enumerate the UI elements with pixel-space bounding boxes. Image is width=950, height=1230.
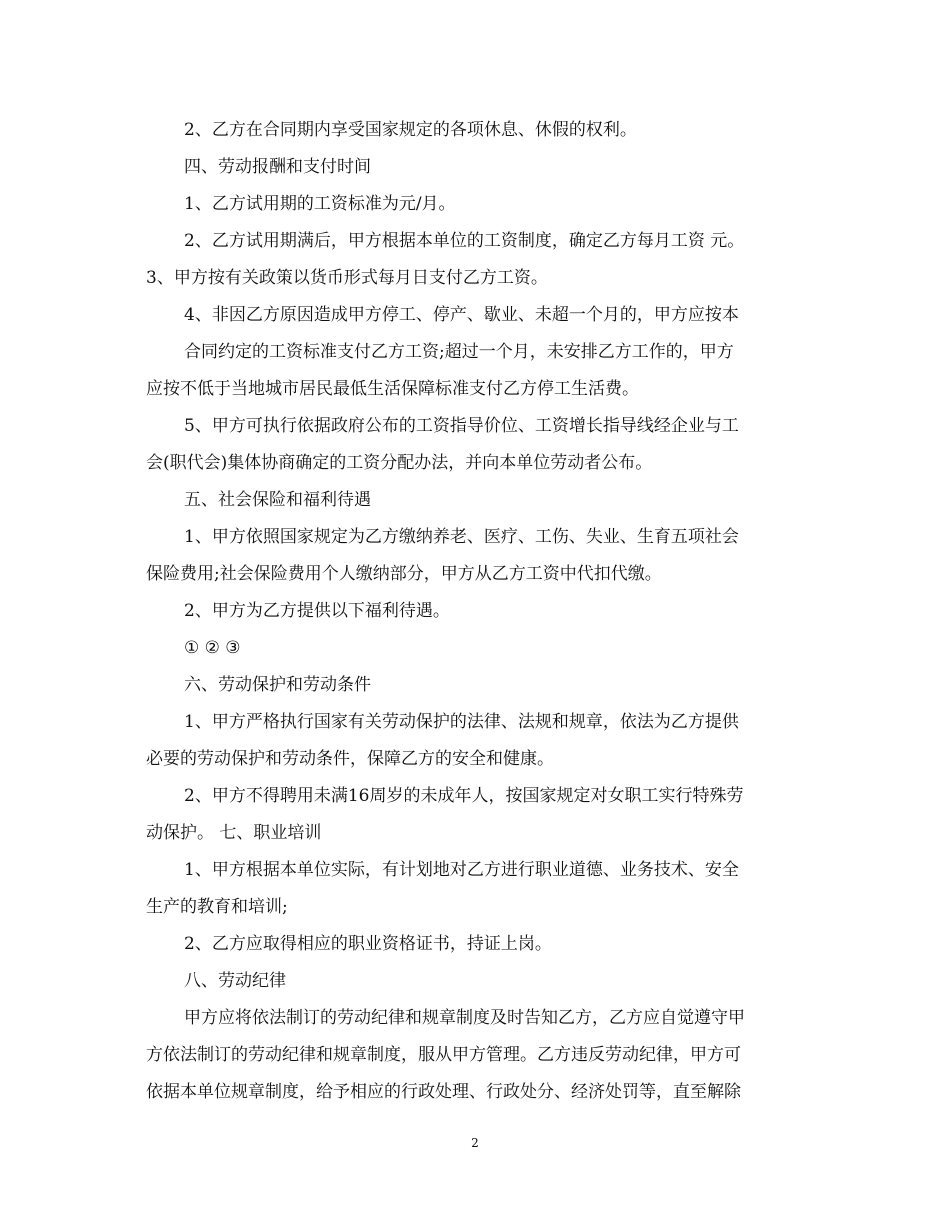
section-heading: 四、劳动报酬和支付时间 xyxy=(184,157,371,177)
text-line: 1、甲方依照国家规定为乙方缴纳养老、医疗、工伤、失业、生育五项社会 xyxy=(184,527,739,547)
text-line: 必要的劳动保护和劳动条件，保障乙方的安全和健康。 xyxy=(146,749,554,769)
text-line: 动保护。 七、职业培训 xyxy=(146,823,322,843)
text-line: 2、乙方应取得相应的职业资格证书，持证上岗。 xyxy=(184,934,552,954)
section-heading: 五、社会保险和福利待遇 xyxy=(184,490,371,510)
text-line: 方依法制订的劳动纪律和规章制度，服从甲方管理。乙方违反劳动纪律，甲方可 xyxy=(146,1045,741,1065)
text-line: 2、甲方不得聘用未满16周岁的未成年人，按国家规定对女职工实行特殊劳 xyxy=(184,786,744,806)
section-heading: 八、劳动纪律 xyxy=(184,971,286,991)
text-line: ① ② ③ xyxy=(184,638,241,658)
text-line: 5、甲方可执行依据政府公布的工资指导价位、工资增长指导线经企业与工 xyxy=(184,416,739,436)
text-line: 合同约定的工资标准支付乙方工资;超过一个月，未安排乙方工作的，甲方 xyxy=(184,342,734,362)
text-line: 3、甲方按有关政策以货币形式每月日支付乙方工资。 xyxy=(146,268,548,288)
text-line: 4、非因乙方原因造成甲方停工、停产、歇业、未超一个月的，甲方应按本 xyxy=(184,305,739,325)
text-line: 保险费用;社会保险费用个人缴纳部分，甲方从乙方工资中代扣代缴。 xyxy=(146,564,662,584)
text-line: 2、甲方为乙方提供以下福利待遇。 xyxy=(184,601,450,621)
text-line: 2、乙方在合同期内享受国家规定的各项休息、休假的权利。 xyxy=(184,120,637,140)
text-line: 甲方应将依法制订的劳动纪律和规章制度及时告知乙方，乙方应自觉遵守甲 xyxy=(184,1008,745,1028)
text-line: 会(职代会)集体协商确定的工资分配办法，并向本单位劳动者公布。 xyxy=(146,453,653,473)
text-line: 2、乙方试用期满后，甲方根据本单位的工资制度，确定乙方每月工资 元。 xyxy=(184,231,745,251)
text-line: 1、乙方试用期的工资标准为元/月。 xyxy=(184,194,456,214)
section-heading: 六、劳动保护和劳动条件 xyxy=(184,675,371,695)
text-line: 1、甲方严格执行国家有关劳动保护的法律、法规和规章，依法为乙方提供 xyxy=(184,712,739,732)
page-number: 2 xyxy=(471,1136,479,1150)
text-line: 生产的教育和培训; xyxy=(146,897,288,917)
text-line: 依据本单位规章制度，给予相应的行政处理、行政处分、经济处罚等，直至解除 xyxy=(146,1082,741,1102)
text-line: 应按不低于当地城市居民最低生活保障标准支付乙方停工生活费。 xyxy=(146,379,639,399)
text-line: 1、甲方根据本单位实际，有计划地对乙方进行职业道德、业务技术、安全 xyxy=(184,860,739,880)
